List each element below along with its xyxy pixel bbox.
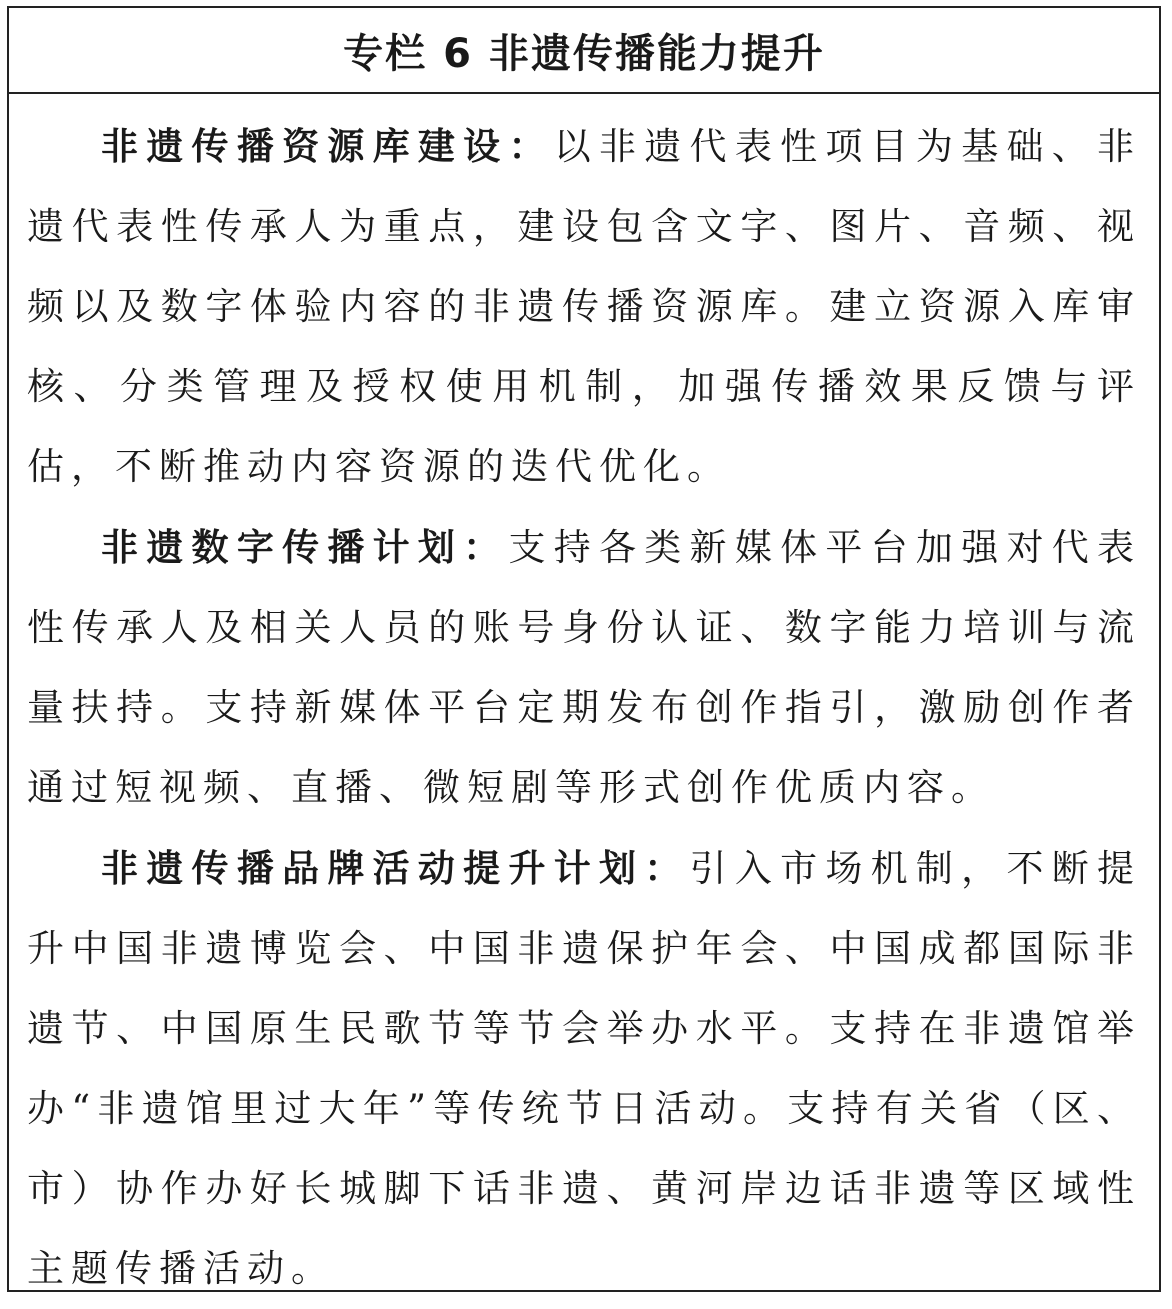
section-text: 以非遗代表性项目为基础、非遗代表性传承人为重点，建设包含文字、图片、音频、视频以及数字体验内容的非遗传播资源库。建立资源入库审核、分类管理及授权使用机制，加强传播效果反馈与评估，不断推动内容资源的迭代优化。 (27, 125, 1142, 488)
column-title: 专栏 6 非遗传播能力提升 (9, 8, 1159, 94)
section-brand-activity-plan (27, 828, 1141, 1309)
column-box (7, 6, 1161, 1292)
section-resource-library (27, 106, 1141, 507)
section-heading: 非遗传播品牌活动提升计划： (101, 846, 690, 890)
section-text: 支持各类新媒体平台加强对代表性传承人及相关人员的账号身份认证、数字能力培训与流量扶持。支持新媒体平台定期发布创作指引，激励创作者通过短视频、直播、微短剧等形式创作优质内容。 (27, 526, 1142, 809)
section-heading: 非遗传播资源库建设： (101, 124, 554, 168)
section-digital-plan (27, 507, 1141, 828)
section-heading: 非遗数字传播计划： (101, 525, 509, 569)
section-text: 引入市场机制，不断提升中国非遗博览会、中国非遗保护年会、中国成都国际非遗节、中国原生民歌节等节会举办水平。支持在非遗馆举办“非遗馆里过大年”等传统节日活动。支持有关省（区、市）协作办好长城脚下话非遗、黄河岸边话非遗等区域性主题传播活动。 (27, 847, 1142, 1290)
column-body (9, 106, 1159, 1309)
